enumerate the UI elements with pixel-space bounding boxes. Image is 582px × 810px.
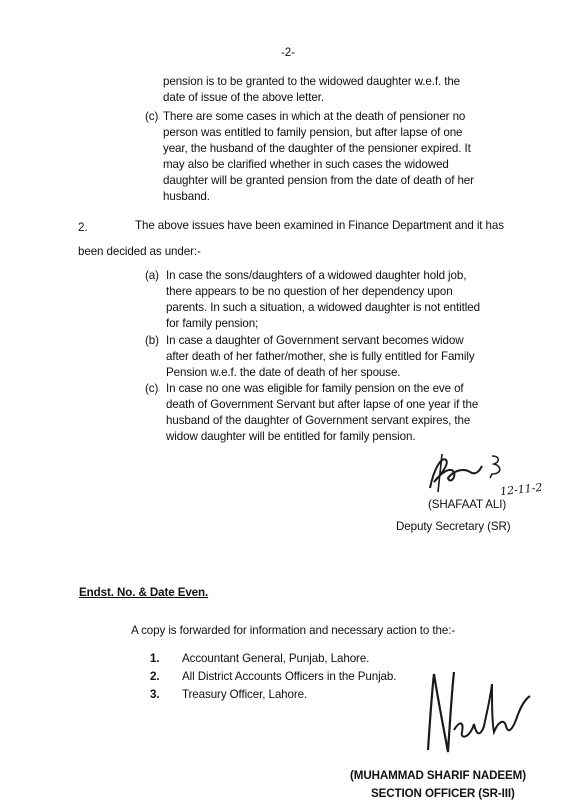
text-line: In case the sons/daughters of a widowed daughter hold job, bbox=[166, 269, 467, 282]
decision-a-label: (a) bbox=[145, 269, 159, 282]
text-line: Pension w.e.f. the date of death of her spouse. bbox=[166, 366, 401, 379]
list-item-number: 2. bbox=[150, 670, 160, 683]
para2-number: 2. bbox=[78, 221, 88, 234]
signature2-name: (MUHAMMAD SHARIF NADEEM) bbox=[350, 769, 526, 782]
list-item-number: 1. bbox=[150, 652, 160, 665]
text-line: death of Government Servant but after lapse of one year if the bbox=[166, 398, 479, 411]
text-line: pension is to be granted to the widowed daughter w.e.f. the bbox=[163, 75, 461, 88]
page-number: -2- bbox=[281, 46, 295, 59]
text-line: parents. In such a situation, a widowed daughter is not entitled bbox=[166, 301, 480, 314]
signature2-text: Nnadeem bbox=[420, 660, 425, 661]
item-c-text bbox=[163, 109, 474, 205]
signature1-date: 12-11-2 bbox=[499, 480, 544, 499]
text-line: date of issue of the above letter. bbox=[163, 91, 324, 104]
item-c-label: (c) bbox=[145, 110, 159, 123]
decision-c-text bbox=[166, 381, 478, 445]
para2-line1: The above issues have been examined in Finance Department and it has bbox=[135, 219, 504, 232]
text-line: for family pension; bbox=[166, 317, 259, 330]
text-line: husband of the daughter of Government servant expires, the bbox=[166, 414, 471, 427]
decision-b-label: (b) bbox=[145, 334, 159, 347]
signature2-handwriting bbox=[420, 660, 540, 760]
list-item-text: Accountant General, Punjab, Lahore. bbox=[182, 652, 370, 665]
signature2-title: SECTION OFFICER (SR-III) bbox=[371, 787, 515, 800]
continuation-text bbox=[163, 74, 460, 106]
endorsement-heading: Endst. No. & Date Even. bbox=[79, 586, 209, 599]
list-item-text: Treasury Officer, Lahore. bbox=[182, 688, 308, 701]
text-line: may also be clarified whether in such cases the widowed bbox=[163, 158, 449, 171]
decision-a-text bbox=[166, 268, 480, 332]
text-line: widow daughter will be entitled for family pension. bbox=[166, 430, 416, 443]
signature1-title: Deputy Secretary (SR) bbox=[396, 520, 511, 533]
text-line: year, the husband of the daughter of the pensioner expired. It bbox=[163, 142, 471, 155]
endorsement-intro: A copy is forwarded for information and necessary action to the:- bbox=[131, 624, 456, 637]
signature1-name: (SHAFAAT ALI) bbox=[428, 498, 507, 511]
decision-c-label: (c) bbox=[145, 382, 159, 395]
text-line: In case a daughter of Government servant becomes widow bbox=[166, 334, 464, 347]
para2-line2: been decided as under:- bbox=[78, 245, 201, 258]
signature-scribble bbox=[420, 448, 510, 498]
decision-b-text bbox=[166, 333, 475, 381]
text-line: person was entitled to family pension, but after lapse of one bbox=[163, 126, 463, 139]
text-line: There are some cases in which at the death of pensioner no bbox=[163, 110, 466, 123]
list-item-text: All District Accounts Officers in the Punjab. bbox=[182, 670, 397, 683]
text-line: there appears to be no question of her dependency upon bbox=[166, 285, 453, 298]
list-item-number: 3. bbox=[150, 688, 160, 701]
text-line: husband. bbox=[163, 190, 210, 203]
text-line: In case no one was eligible for family pension on the eve of bbox=[166, 382, 464, 395]
text-line: daughter will be granted pension from the date of death of her bbox=[163, 174, 474, 187]
text-line: after death of her father/mother, she is fully entitled for Family bbox=[166, 350, 475, 363]
